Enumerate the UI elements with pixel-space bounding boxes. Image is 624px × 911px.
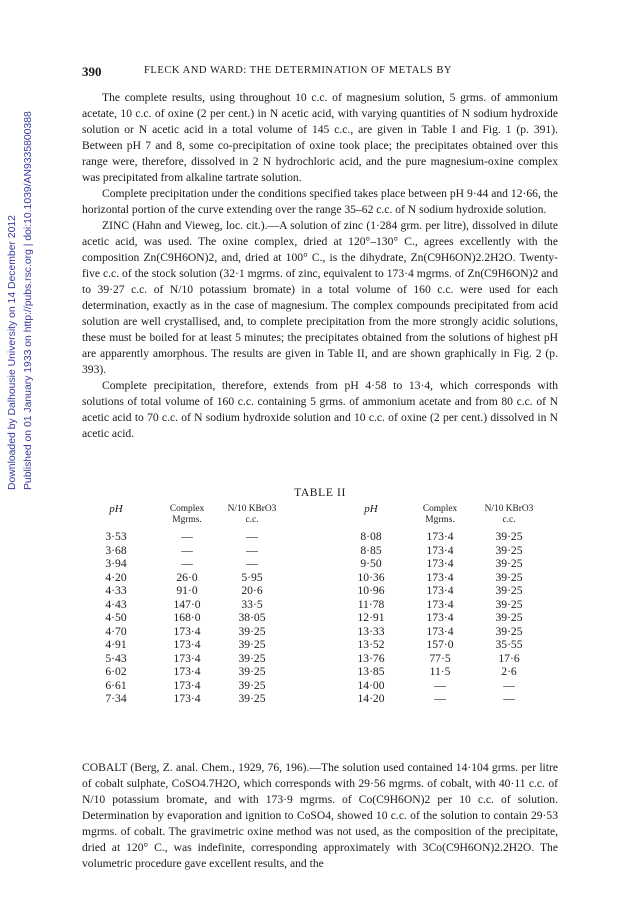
table-cell: 39·25	[495, 543, 523, 557]
table-cell: 11·78	[357, 597, 385, 611]
table-cell: 3·68	[105, 543, 127, 557]
table-cell: 11·5	[429, 665, 451, 678]
table-cell: 13·52	[357, 638, 385, 651]
table-cell: —	[503, 692, 515, 705]
table-row	[82, 571, 558, 585]
table-cell: —	[181, 530, 193, 543]
table-row	[82, 584, 558, 598]
table-cell: 13·33	[357, 624, 385, 638]
table-cell: 9·50	[360, 557, 382, 570]
table-cell: 4·43	[105, 597, 127, 611]
table-cell: 39·25	[238, 651, 266, 665]
table-cell: 3·53	[105, 530, 127, 543]
table-cell: 4·33	[105, 584, 127, 597]
table-cell: 173·4	[173, 692, 201, 705]
table-cell: 173·4	[173, 651, 201, 665]
paragraph-cobalt: COBALT (Berg, Z. anal. Chem., 1929, 76, 196).—The solution used contained 14·104 grms. per litre of cobalt sulphate, CoSO4.7H2O, which corresponds with 29·56 mgrms. of cobalt, with 40·11 c.c. of N/10 potassium bromate, and with 173·9 mgrms. of Co(C9H6ON)2 per 10 c.c. of solution. Determination by evaporation and ignition to CoSO4, showed 10 c.c. of the solution to contain 29·53 mgrms. of cobalt. The gravimetric oxine method was not used, as the composition of the precipitate, dried at 120° C., was indefinite, corresponding approximately with 3Co(C9H6ON)2.2H2O. The volumetric procedure gave excellent results, and the	[82, 761, 558, 870]
table-cell: 173·4	[173, 638, 201, 651]
table-cell: 35·55	[495, 638, 523, 651]
table-cell: 173·4	[426, 584, 454, 597]
table-cell: 14·00	[357, 678, 385, 692]
table-cell: 4·20	[105, 570, 127, 584]
table-row	[82, 530, 558, 544]
zinc-results-table	[82, 502, 558, 706]
table-cell: 17·6	[498, 651, 520, 665]
table-header-cell: N/10 KBrO3 c.c.	[227, 504, 277, 525]
table-cell: 4·91	[105, 638, 127, 651]
table-cell: 20·6	[241, 584, 263, 597]
table-cell: 4·50	[105, 611, 127, 624]
page-header	[82, 64, 558, 82]
table-cell: 173·4	[173, 624, 201, 638]
paragraph-zinc-conclusion: Complete precipitation, therefore, extends from pH 4·58 to 13·4, which corresponds with solutions of total volume of 160 c.c. containing 5 grms. of ammonium acetate and from 80 c.c. of N acetic acid to 70 c.c. of N sodium hydroxide solution and 10 c.c. of oxine (2 per cent.) dissolved in N acetic acid.	[82, 379, 558, 440]
table-cell: 39·25	[495, 570, 523, 584]
table-cell: 10·36	[357, 570, 385, 584]
table-cell: 8·85	[360, 543, 382, 557]
table-header-cell: pH	[109, 503, 123, 515]
table-cell: 168·0	[173, 611, 201, 624]
table-cell: —	[246, 543, 258, 557]
page-number: 390	[82, 64, 102, 79]
table-cell: 13·76	[357, 651, 385, 665]
table-cell: 33·5	[241, 597, 263, 611]
table-cell: 8·08	[360, 530, 382, 543]
table-cell: 39·25	[495, 530, 523, 543]
table-header-row	[82, 502, 558, 530]
download-watermark	[0, 0, 40, 911]
table-cell: —	[246, 557, 258, 570]
table-header-cell: Complex Mgrms.	[169, 504, 205, 525]
table-cell: —	[503, 678, 515, 692]
table-row	[82, 544, 558, 558]
table-cell: 173·4	[426, 557, 454, 570]
table-header-cell: Complex Mgrms.	[422, 504, 458, 525]
table-cell: 26·0	[176, 570, 198, 584]
table-cell: 39·25	[238, 665, 266, 678]
table-cell: 5·43	[105, 651, 127, 665]
table-row	[82, 625, 558, 639]
table-cell: 173·4	[426, 611, 454, 624]
table-cell: 77·5	[429, 651, 451, 665]
table-cell: 173·4	[173, 678, 201, 692]
table-cell: —	[246, 530, 258, 543]
download-notice: Downloaded by Dalhousie University on 14 December 2012	[7, 215, 18, 490]
table-cell: 2·6	[501, 665, 517, 678]
doi-link[interactable]: Published on 01 January 1933 on http://pubs.rsc.org | doi:10.1039/AN9335800388	[23, 111, 34, 490]
table-cell: 4·70	[105, 624, 127, 638]
table-cell: 5·95	[241, 570, 263, 584]
article-body	[82, 90, 558, 442]
table-header-cell: pH	[364, 503, 378, 515]
table-cell: —	[434, 692, 446, 705]
paragraph-magnesium-results: The complete results, using throughout 10 c.c. of magnesium solution, 5 grms. of ammonium acetate, 10 c.c. of oxine (2 per cent.) in N acetic acid, with varying quantities of N sodium hydroxide solution or N acetic acid in a total volume of 145 c.c., are given in Table I and Fig. 1 (p. 391). Between pH 7 and 8, some co-precipitation of oxine took place; the precipitates obtained over this range were, therefore, dissolved in 2 N hydrochloric acid, and the pure magnesium-oxine complex was precipitated from alkaline tartrate solution.	[82, 91, 558, 184]
table-cell: 13·85	[357, 665, 385, 678]
table-cell: 12·91	[357, 611, 385, 624]
table-row	[82, 557, 558, 571]
table-header-cell: N/10 KBrO3 c.c.	[484, 504, 534, 525]
table-cell: —	[181, 557, 193, 570]
table-cell: 39·25	[495, 624, 523, 638]
table-row	[82, 611, 558, 625]
table-row	[82, 638, 558, 652]
table-cell: 39·25	[495, 611, 523, 624]
table-cell: 38·05	[238, 611, 266, 624]
table-cell: 91·0	[176, 584, 198, 597]
running-head: FLECK AND WARD: THE DETERMINATION OF METALS BY	[144, 65, 453, 76]
table-cell: 157·0	[426, 638, 454, 651]
table-row	[82, 665, 558, 679]
table-cell: 173·4	[426, 570, 454, 584]
table-cell: 173·4	[426, 530, 454, 543]
table-caption: TABLE II	[294, 486, 346, 499]
table-cell: 3·94	[105, 557, 127, 570]
table-body	[82, 530, 558, 706]
table-row	[82, 598, 558, 612]
paragraph-precipitation-range: Complete precipitation under the conditions specified takes place between pH 9·44 and 12·66, the horizontal portion of the curve extending over the range 35–62 c.c. of N sodium hydroxide solution.	[82, 187, 558, 216]
table-cell: 39·25	[238, 678, 266, 692]
table-cell: 39·25	[238, 638, 266, 651]
table-row	[82, 652, 558, 666]
table-cell: 173·4	[426, 597, 454, 611]
table-cell: 14·20	[357, 692, 385, 705]
table-cell: 39·25	[238, 624, 266, 638]
cobalt-section	[82, 760, 558, 872]
table-cell: 173·4	[426, 543, 454, 557]
table-row	[82, 692, 558, 706]
table-cell: 173·4	[173, 665, 201, 678]
table-cell: —	[434, 678, 446, 692]
table-cell: 39·25	[238, 692, 266, 705]
table-row	[82, 679, 558, 693]
table-cell: 147·0	[173, 597, 201, 611]
paragraph-zinc: ZINC (Hahn and Vieweg, loc. cit.).—A solution of zinc (1·284 grm. per litre), dissolved in dilute acetic acid, was used. The oxine complex, dried at 120°–130° C., agrees excellently with the composition Zn(C9H6ON)2, and, dried at 100° C., is the dihydrate, Zn(C9H6ON)2.2H2O. Twenty-five c.c. of the stock solution (32·1 mgrms. of zinc, equivalent to 173·4 mgrms. of Zn(C9H6ON)2 and to 39·27 c.c. of N/10 potassium bromate) in a total volume of 160 c.c. were used for each determination, exactly as in the case of magnesium. The complex compounds precipitated from acid solution are well crystallised, and, to complete precipitation from the more strongly acidic solutions, these must be boiled for at least 5 minutes; the precipitates obtained from the solutions of highest pH are apparently amorphous. The results are given in Table II, and are shown graphically in Fig. 2 (p. 393).	[82, 219, 558, 376]
table-cell: 39·25	[495, 597, 523, 611]
table-cell: 173·4	[426, 624, 454, 638]
table-cell: —	[181, 543, 193, 557]
table-cell: 7·34	[105, 692, 127, 705]
table-cell: 6·02	[105, 665, 127, 678]
table-cell: 39·25	[495, 584, 523, 597]
table-cell: 39·25	[495, 557, 523, 570]
table-cell: 10·96	[357, 584, 385, 597]
table-cell: 6·61	[105, 678, 127, 692]
